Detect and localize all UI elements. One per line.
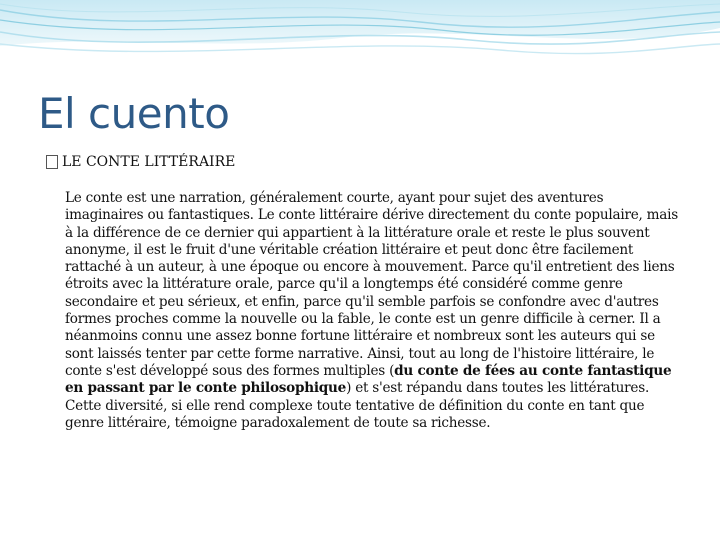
slide-title: El cuento — [38, 89, 230, 138]
bullet-square-icon — [46, 155, 58, 169]
paragraph-text-end: ) et s'est répandu dans toutes les littératures. Cette diversité, si elle rend complexe toute tentative de définition du conte en tant que genre littéraire, témoigne paradoxalement de toute sa richesse. — [65, 380, 650, 431]
bullet-heading-row — [46, 152, 235, 172]
bullet-heading: LE CONTE LITTÉRAIRE — [62, 154, 236, 170]
body-paragraph — [65, 190, 683, 432]
paragraph-text-start: Le conte est une narration, généralement courte, ayant pour sujet des aventures imaginaires ou fantastiques. Le conte littéraire dérive directement du conte populaire, mais à la différence de ce dernier qui appartient à la littérature orale et reste le plus souvent anonyme, il est le fruit d'une véritable création littéraire et peut donc être facilement rattaché à un auteur, à une époque ou encore à mouvement. Parce qu'il entretient des liens étroits avec la littérature orale, parce qu'il a longtemps été considéré comme genre secondaire et peu sérieux, et enfin, parce qu'il semble parfois se confondre avec d'autres formes proches comme la nouvelle ou la fable, le conte est un genre difficile à cerner. Il a néanmoins connu une assez bonne fortune littéraire et nombreux sont les auteurs qui se sont laissés tenter par cette forme narrative. Ainsi, tout au long de l'histoire littéraire, le conte s'est développé sous des formes multiples ( — [65, 190, 678, 379]
paragraph-bold-phrase: du conte de fées au conte fantastique en passant par le conte philosophique — [65, 362, 672, 397]
wave-graphic — [0, 0, 720, 70]
header-wave-decoration — [0, 0, 720, 70]
